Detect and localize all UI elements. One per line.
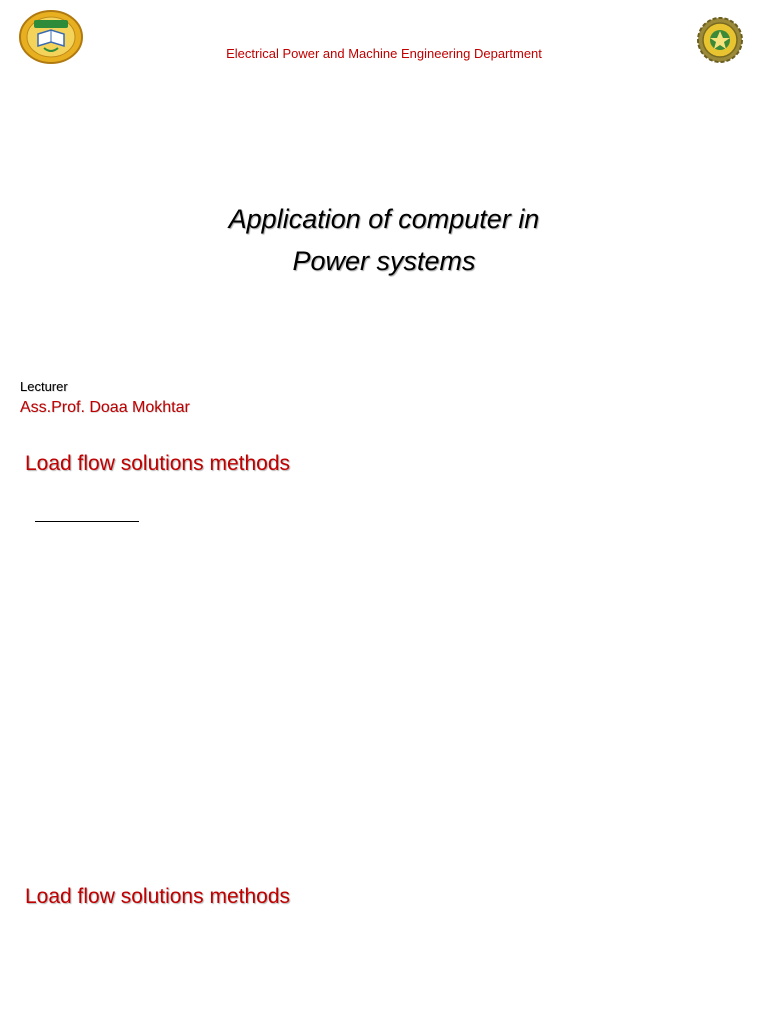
lecturer-label: Lecturer [20, 379, 68, 394]
title-line-2: Power systems [292, 246, 476, 276]
divider-rule [35, 521, 139, 522]
faculty-gear-logo [696, 14, 744, 66]
presentation-title [0, 198, 768, 282]
department-name: Electrical Power and Machine Engineering Department [226, 46, 542, 61]
title-line-1: Application of computer in [228, 204, 540, 234]
section-heading-load-flow-2: Load flow solutions methods [25, 885, 290, 908]
lecturer-name: Ass.Prof. Doaa Mokhtar [20, 399, 190, 416]
section-heading-load-flow: Load flow solutions methods [25, 452, 290, 475]
